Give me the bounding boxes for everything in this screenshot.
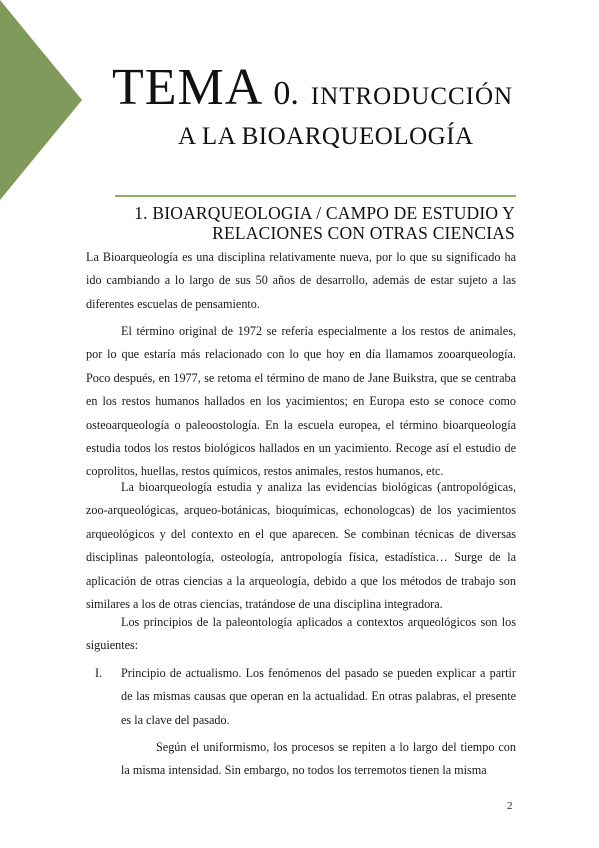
title-subtitle-line2: A LA BIOARQUEOLOGÍA [178,123,474,150]
title-main: TEMA [112,59,264,116]
list-marker: I. [95,666,103,680]
paragraph-origin: El término original de 1972 se refería especialmente a los restos de animales, por lo que estaría más relacionado con lo que hoy en día llamamos zooarqueología. Poco después, en 1977, se retoma el término de mano de Jane Buikstra, que se centraba en los restos humanos hallados en los yacimientos; en Europa esto se conoce como osteoarqueología o paleoostología. En la escuela europea, el término bioarqueología estudia todos los restos biológicos hallados en un yacimiento. Recoge así el estudio de coprolitos, huellas, restos químicos, restos animales, restos humanos, etc. [86,324,516,479]
paragraph-principles: Los principios de la paleontología aplicados a contextos arqueológicos son los siguientes: [86,615,516,653]
paragraph-scope: La bioarqueología estudia y analiza las evidencias biológicas (antropológicas, zoo-arqueológicas, arqueo-botánicas, bioquímicas, echonologcas) de los yacimientos arqueológicos y del contexto en el que aparecen. Se combinan técnicas de diversas disciplinas paleontología, osteología, antropología física, estadística… Surge de la aplicación de otras ciencias a la arqueología, debido a que los métodos de trabajo son similares a los de otras ciencias, tratándose de una disciplina integradora. [86,480,516,612]
section-divider [115,195,516,197]
title-number: 0. [273,75,299,112]
page-number: 2 [507,800,513,812]
title-subtitle-line1: INTRODUCCIÓN [310,83,514,110]
section-heading: 1. BIOARQUEOLOGIA / CAMPO DE ESTUDIO Y RELACIONES CON OTRAS CIENCIAS [134,203,515,243]
page-title [112,59,514,116]
corner-decoration [0,0,82,200]
list-item-text: Principio de actualismo. Los fenómenos del pasado se pueden explicar a partir de las mismas causas que operan en la actualidad. En otras palabras, el presente es la clave del pasado. [121,666,516,727]
paragraph-uniformism: Según el uniformismo, los procesos se repiten a lo largo del tiempo con la misma intensidad. Sin embargo, no todos los terremotos tienen la misma [121,740,516,778]
paragraph-intro: La Bioarqueología es una disciplina relativamente nueva, por lo que su significado ha ido cambiando a lo largo de sus 50 años de desarrollo, además de estar sujeto a las diferentes escuelas de pensamiento. [86,250,516,311]
